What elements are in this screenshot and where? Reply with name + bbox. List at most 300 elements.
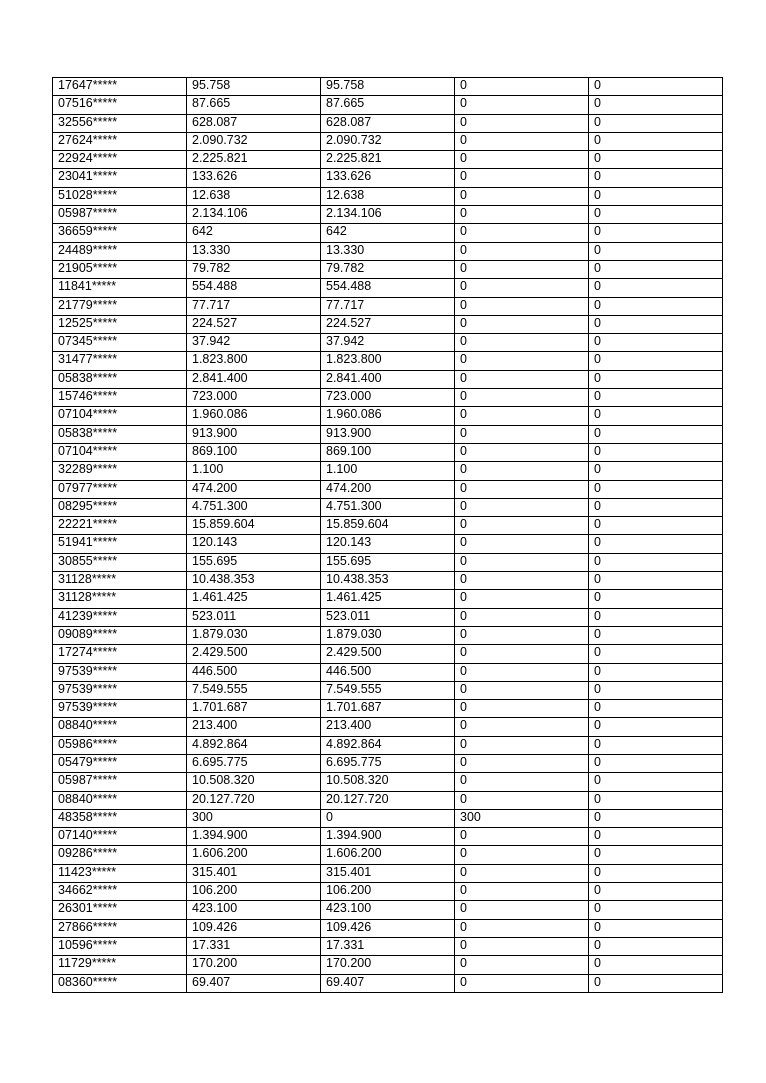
value-4-cell: 0 bbox=[589, 736, 723, 754]
table-row bbox=[53, 956, 723, 974]
value-3-cell: 0 bbox=[455, 224, 589, 242]
amount-2-cell: 1.701.687 bbox=[321, 700, 455, 718]
amount-cell: 474.200 bbox=[187, 480, 321, 498]
amount-2-cell: 4.751.300 bbox=[321, 498, 455, 516]
value-3-cell: 0 bbox=[455, 901, 589, 919]
value-4-cell: 0 bbox=[589, 718, 723, 736]
amount-2-cell: 2.225.821 bbox=[321, 151, 455, 169]
value-4-cell: 0 bbox=[589, 315, 723, 333]
value-3-cell: 0 bbox=[455, 96, 589, 114]
value-4-cell: 0 bbox=[589, 645, 723, 663]
value-4-cell: 0 bbox=[589, 553, 723, 571]
amount-cell: 69.407 bbox=[187, 974, 321, 992]
value-4-cell: 0 bbox=[589, 626, 723, 644]
amount-cell: 2.134.106 bbox=[187, 206, 321, 224]
value-3-cell: 0 bbox=[455, 864, 589, 882]
value-4-cell: 0 bbox=[589, 224, 723, 242]
amount-cell: 224.527 bbox=[187, 315, 321, 333]
table-row bbox=[53, 206, 723, 224]
id-cell: 21905***** bbox=[53, 260, 187, 278]
id-cell: 23041***** bbox=[53, 169, 187, 187]
value-3-cell: 0 bbox=[455, 151, 589, 169]
amount-2-cell: 155.695 bbox=[321, 553, 455, 571]
id-cell: 41239***** bbox=[53, 608, 187, 626]
value-4-cell: 0 bbox=[589, 96, 723, 114]
amount-cell: 1.461.425 bbox=[187, 590, 321, 608]
id-cell: 05987***** bbox=[53, 773, 187, 791]
value-4-cell: 0 bbox=[589, 279, 723, 297]
table-row bbox=[53, 718, 723, 736]
value-4-cell: 0 bbox=[589, 169, 723, 187]
value-4-cell: 0 bbox=[589, 883, 723, 901]
data-table-body bbox=[53, 78, 723, 993]
value-3-cell: 0 bbox=[455, 700, 589, 718]
amount-2-cell: 2.134.106 bbox=[321, 206, 455, 224]
amount-2-cell: 77.717 bbox=[321, 297, 455, 315]
value-4-cell: 0 bbox=[589, 809, 723, 827]
id-cell: 31128***** bbox=[53, 590, 187, 608]
amount-cell: 1.960.086 bbox=[187, 407, 321, 425]
value-4-cell: 0 bbox=[589, 535, 723, 553]
value-4-cell: 0 bbox=[589, 974, 723, 992]
id-cell: 22221***** bbox=[53, 517, 187, 535]
id-cell: 31477***** bbox=[53, 352, 187, 370]
value-4-cell: 0 bbox=[589, 389, 723, 407]
id-cell: 05838***** bbox=[53, 370, 187, 388]
value-4-cell: 0 bbox=[589, 297, 723, 315]
table-row bbox=[53, 224, 723, 242]
table-row bbox=[53, 553, 723, 571]
value-4-cell: 0 bbox=[589, 864, 723, 882]
amount-2-cell: 37.942 bbox=[321, 334, 455, 352]
value-3-cell: 0 bbox=[455, 718, 589, 736]
amount-2-cell: 2.841.400 bbox=[321, 370, 455, 388]
value-4-cell: 0 bbox=[589, 334, 723, 352]
amount-2-cell: 95.758 bbox=[321, 78, 455, 96]
amount-2-cell: 6.695.775 bbox=[321, 754, 455, 772]
value-4-cell: 0 bbox=[589, 846, 723, 864]
table-row bbox=[53, 260, 723, 278]
amount-2-cell: 315.401 bbox=[321, 864, 455, 882]
amount-2-cell: 20.127.720 bbox=[321, 791, 455, 809]
id-cell: 08295***** bbox=[53, 498, 187, 516]
table-row bbox=[53, 681, 723, 699]
amount-2-cell: 628.087 bbox=[321, 114, 455, 132]
amount-cell: 170.200 bbox=[187, 956, 321, 974]
id-cell: 08840***** bbox=[53, 718, 187, 736]
value-3-cell: 0 bbox=[455, 462, 589, 480]
value-3-cell: 0 bbox=[455, 443, 589, 461]
value-3-cell: 0 bbox=[455, 535, 589, 553]
amount-2-cell: 15.859.604 bbox=[321, 517, 455, 535]
amount-2-cell: 423.100 bbox=[321, 901, 455, 919]
value-3-cell: 0 bbox=[455, 187, 589, 205]
amount-2-cell: 13.330 bbox=[321, 242, 455, 260]
value-4-cell: 0 bbox=[589, 443, 723, 461]
amount-2-cell: 869.100 bbox=[321, 443, 455, 461]
table-row bbox=[53, 535, 723, 553]
value-4-cell: 0 bbox=[589, 773, 723, 791]
value-4-cell: 0 bbox=[589, 151, 723, 169]
table-row bbox=[53, 151, 723, 169]
id-cell: 09089***** bbox=[53, 626, 187, 644]
table-row bbox=[53, 974, 723, 992]
amount-2-cell: 642 bbox=[321, 224, 455, 242]
amount-2-cell: 446.500 bbox=[321, 663, 455, 681]
amount-cell: 10.508.320 bbox=[187, 773, 321, 791]
value-3-cell: 0 bbox=[455, 791, 589, 809]
id-cell: 07977***** bbox=[53, 480, 187, 498]
value-3-cell: 0 bbox=[455, 114, 589, 132]
table-row bbox=[53, 407, 723, 425]
amount-cell: 20.127.720 bbox=[187, 791, 321, 809]
value-4-cell: 0 bbox=[589, 260, 723, 278]
id-cell: 22924***** bbox=[53, 151, 187, 169]
amount-cell: 1.823.800 bbox=[187, 352, 321, 370]
value-3-cell: 0 bbox=[455, 370, 589, 388]
table-row bbox=[53, 663, 723, 681]
table-row bbox=[53, 937, 723, 955]
amount-2-cell: 12.638 bbox=[321, 187, 455, 205]
table-row bbox=[53, 462, 723, 480]
amount-cell: 213.400 bbox=[187, 718, 321, 736]
id-cell: 32556***** bbox=[53, 114, 187, 132]
id-cell: 05987***** bbox=[53, 206, 187, 224]
value-4-cell: 0 bbox=[589, 590, 723, 608]
value-3-cell: 0 bbox=[455, 590, 589, 608]
amount-cell: 642 bbox=[187, 224, 321, 242]
table-row bbox=[53, 425, 723, 443]
id-cell: 24489***** bbox=[53, 242, 187, 260]
value-4-cell: 0 bbox=[589, 498, 723, 516]
id-cell: 97539***** bbox=[53, 663, 187, 681]
amount-2-cell: 7.549.555 bbox=[321, 681, 455, 699]
value-3-cell: 0 bbox=[455, 663, 589, 681]
id-cell: 31128***** bbox=[53, 572, 187, 590]
amount-2-cell: 1.960.086 bbox=[321, 407, 455, 425]
amount-cell: 1.606.200 bbox=[187, 846, 321, 864]
value-3-cell: 0 bbox=[455, 78, 589, 96]
table-row bbox=[53, 754, 723, 772]
amount-cell: 4.751.300 bbox=[187, 498, 321, 516]
amount-2-cell: 1.394.900 bbox=[321, 828, 455, 846]
table-row bbox=[53, 352, 723, 370]
id-cell: 10596***** bbox=[53, 937, 187, 955]
table-row bbox=[53, 169, 723, 187]
amount-cell: 628.087 bbox=[187, 114, 321, 132]
amount-2-cell: 10.438.353 bbox=[321, 572, 455, 590]
id-cell: 07104***** bbox=[53, 407, 187, 425]
value-3-cell: 0 bbox=[455, 517, 589, 535]
value-3-cell: 0 bbox=[455, 883, 589, 901]
table-row bbox=[53, 901, 723, 919]
amount-cell: 87.665 bbox=[187, 96, 321, 114]
amount-2-cell: 1.100 bbox=[321, 462, 455, 480]
amount-2-cell: 133.626 bbox=[321, 169, 455, 187]
amount-cell: 1.879.030 bbox=[187, 626, 321, 644]
amount-cell: 1.100 bbox=[187, 462, 321, 480]
amount-cell: 1.701.687 bbox=[187, 700, 321, 718]
table-row bbox=[53, 114, 723, 132]
table-row bbox=[53, 480, 723, 498]
amount-cell: 2.090.732 bbox=[187, 132, 321, 150]
value-4-cell: 0 bbox=[589, 919, 723, 937]
table-row bbox=[53, 883, 723, 901]
table-row bbox=[53, 279, 723, 297]
id-cell: 11841***** bbox=[53, 279, 187, 297]
amount-cell: 106.200 bbox=[187, 883, 321, 901]
value-4-cell: 0 bbox=[589, 791, 723, 809]
table-row bbox=[53, 498, 723, 516]
amount-2-cell: 1.461.425 bbox=[321, 590, 455, 608]
value-4-cell: 0 bbox=[589, 956, 723, 974]
value-4-cell: 0 bbox=[589, 187, 723, 205]
table-row bbox=[53, 919, 723, 937]
value-3-cell: 0 bbox=[455, 681, 589, 699]
amount-cell: 446.500 bbox=[187, 663, 321, 681]
id-cell: 05986***** bbox=[53, 736, 187, 754]
amount-2-cell: 69.407 bbox=[321, 974, 455, 992]
amount-cell: 723.000 bbox=[187, 389, 321, 407]
amount-cell: 7.549.555 bbox=[187, 681, 321, 699]
value-4-cell: 0 bbox=[589, 425, 723, 443]
amount-2-cell: 2.429.500 bbox=[321, 645, 455, 663]
table-row bbox=[53, 78, 723, 96]
value-4-cell: 0 bbox=[589, 480, 723, 498]
id-cell: 07104***** bbox=[53, 443, 187, 461]
value-3-cell: 0 bbox=[455, 498, 589, 516]
id-cell: 97539***** bbox=[53, 700, 187, 718]
value-3-cell: 0 bbox=[455, 260, 589, 278]
amount-2-cell: 106.200 bbox=[321, 883, 455, 901]
amount-2-cell: 109.426 bbox=[321, 919, 455, 937]
value-3-cell: 0 bbox=[455, 572, 589, 590]
amount-cell: 13.330 bbox=[187, 242, 321, 260]
value-3-cell: 0 bbox=[455, 626, 589, 644]
table-row bbox=[53, 370, 723, 388]
value-4-cell: 0 bbox=[589, 663, 723, 681]
id-cell: 07516***** bbox=[53, 96, 187, 114]
table-row bbox=[53, 334, 723, 352]
value-4-cell: 0 bbox=[589, 681, 723, 699]
id-cell: 08360***** bbox=[53, 974, 187, 992]
amount-cell: 95.758 bbox=[187, 78, 321, 96]
id-cell: 51028***** bbox=[53, 187, 187, 205]
table-row bbox=[53, 443, 723, 461]
id-cell: 12525***** bbox=[53, 315, 187, 333]
table-row bbox=[53, 517, 723, 535]
value-3-cell: 0 bbox=[455, 315, 589, 333]
id-cell: 11423***** bbox=[53, 864, 187, 882]
value-3-cell: 0 bbox=[455, 974, 589, 992]
value-4-cell: 0 bbox=[589, 828, 723, 846]
value-3-cell: 0 bbox=[455, 334, 589, 352]
id-cell: 09286***** bbox=[53, 846, 187, 864]
amount-cell: 869.100 bbox=[187, 443, 321, 461]
amount-cell: 554.488 bbox=[187, 279, 321, 297]
amount-2-cell: 1.823.800 bbox=[321, 352, 455, 370]
value-3-cell: 0 bbox=[455, 169, 589, 187]
table-row bbox=[53, 626, 723, 644]
amount-2-cell: 224.527 bbox=[321, 315, 455, 333]
value-3-cell: 0 bbox=[455, 480, 589, 498]
amount-2-cell: 120.143 bbox=[321, 535, 455, 553]
table-row bbox=[53, 187, 723, 205]
amount-2-cell: 554.488 bbox=[321, 279, 455, 297]
amount-cell: 315.401 bbox=[187, 864, 321, 882]
table-row bbox=[53, 773, 723, 791]
value-3-cell: 0 bbox=[455, 407, 589, 425]
id-cell: 36659***** bbox=[53, 224, 187, 242]
id-cell: 32289***** bbox=[53, 462, 187, 480]
id-cell: 07140***** bbox=[53, 828, 187, 846]
value-3-cell: 0 bbox=[455, 828, 589, 846]
table-row bbox=[53, 736, 723, 754]
value-3-cell: 0 bbox=[455, 846, 589, 864]
value-4-cell: 0 bbox=[589, 937, 723, 955]
value-3-cell: 0 bbox=[455, 754, 589, 772]
table-row bbox=[53, 297, 723, 315]
id-cell: 17647***** bbox=[53, 78, 187, 96]
table-row bbox=[53, 791, 723, 809]
value-3-cell: 0 bbox=[455, 297, 589, 315]
amount-2-cell: 1.879.030 bbox=[321, 626, 455, 644]
table-row bbox=[53, 572, 723, 590]
value-3-cell: 0 bbox=[455, 608, 589, 626]
value-4-cell: 0 bbox=[589, 370, 723, 388]
amount-2-cell: 2.090.732 bbox=[321, 132, 455, 150]
amount-cell: 12.638 bbox=[187, 187, 321, 205]
amount-cell: 300 bbox=[187, 809, 321, 827]
value-3-cell: 0 bbox=[455, 919, 589, 937]
id-cell: 26301***** bbox=[53, 901, 187, 919]
id-cell: 21779***** bbox=[53, 297, 187, 315]
amount-cell: 6.695.775 bbox=[187, 754, 321, 772]
amount-2-cell: 474.200 bbox=[321, 480, 455, 498]
value-3-cell: 0 bbox=[455, 645, 589, 663]
amount-cell: 1.394.900 bbox=[187, 828, 321, 846]
value-3-cell: 300 bbox=[455, 809, 589, 827]
value-3-cell: 0 bbox=[455, 206, 589, 224]
id-cell: 15746***** bbox=[53, 389, 187, 407]
amount-2-cell: 523.011 bbox=[321, 608, 455, 626]
value-4-cell: 0 bbox=[589, 462, 723, 480]
value-4-cell: 0 bbox=[589, 608, 723, 626]
value-4-cell: 0 bbox=[589, 78, 723, 96]
value-3-cell: 0 bbox=[455, 279, 589, 297]
value-3-cell: 0 bbox=[455, 132, 589, 150]
amount-cell: 523.011 bbox=[187, 608, 321, 626]
id-cell: 05479***** bbox=[53, 754, 187, 772]
amount-cell: 15.859.604 bbox=[187, 517, 321, 535]
value-3-cell: 0 bbox=[455, 956, 589, 974]
value-4-cell: 0 bbox=[589, 754, 723, 772]
id-cell: 08840***** bbox=[53, 791, 187, 809]
id-cell: 27866***** bbox=[53, 919, 187, 937]
id-cell: 34662***** bbox=[53, 883, 187, 901]
amount-2-cell: 79.782 bbox=[321, 260, 455, 278]
amount-cell: 913.900 bbox=[187, 425, 321, 443]
value-4-cell: 0 bbox=[589, 242, 723, 260]
amount-cell: 4.892.864 bbox=[187, 736, 321, 754]
amount-cell: 133.626 bbox=[187, 169, 321, 187]
amount-cell: 120.143 bbox=[187, 535, 321, 553]
table-row bbox=[53, 846, 723, 864]
table-row bbox=[53, 828, 723, 846]
value-4-cell: 0 bbox=[589, 901, 723, 919]
amount-2-cell: 913.900 bbox=[321, 425, 455, 443]
amount-2-cell: 170.200 bbox=[321, 956, 455, 974]
amount-2-cell: 1.606.200 bbox=[321, 846, 455, 864]
value-4-cell: 0 bbox=[589, 700, 723, 718]
value-3-cell: 0 bbox=[455, 736, 589, 754]
table-row bbox=[53, 700, 723, 718]
value-3-cell: 0 bbox=[455, 937, 589, 955]
id-cell: 05838***** bbox=[53, 425, 187, 443]
table-row bbox=[53, 132, 723, 150]
id-cell: 17274***** bbox=[53, 645, 187, 663]
data-table bbox=[52, 77, 723, 993]
amount-2-cell: 4.892.864 bbox=[321, 736, 455, 754]
id-cell: 51941***** bbox=[53, 535, 187, 553]
table-row bbox=[53, 389, 723, 407]
amount-cell: 17.331 bbox=[187, 937, 321, 955]
amount-cell: 423.100 bbox=[187, 901, 321, 919]
table-row bbox=[53, 645, 723, 663]
value-4-cell: 0 bbox=[589, 114, 723, 132]
value-4-cell: 0 bbox=[589, 572, 723, 590]
table-row bbox=[53, 242, 723, 260]
value-3-cell: 0 bbox=[455, 242, 589, 260]
value-4-cell: 0 bbox=[589, 352, 723, 370]
value-3-cell: 0 bbox=[455, 389, 589, 407]
value-4-cell: 0 bbox=[589, 206, 723, 224]
table-row bbox=[53, 809, 723, 827]
amount-cell: 77.717 bbox=[187, 297, 321, 315]
value-3-cell: 0 bbox=[455, 773, 589, 791]
id-cell: 97539***** bbox=[53, 681, 187, 699]
amount-cell: 109.426 bbox=[187, 919, 321, 937]
amount-cell: 2.429.500 bbox=[187, 645, 321, 663]
table-row bbox=[53, 590, 723, 608]
table-row bbox=[53, 608, 723, 626]
amount-2-cell: 0 bbox=[321, 809, 455, 827]
id-cell: 11729***** bbox=[53, 956, 187, 974]
amount-cell: 79.782 bbox=[187, 260, 321, 278]
amount-2-cell: 87.665 bbox=[321, 96, 455, 114]
id-cell: 27624***** bbox=[53, 132, 187, 150]
value-3-cell: 0 bbox=[455, 553, 589, 571]
amount-cell: 10.438.353 bbox=[187, 572, 321, 590]
amount-cell: 2.841.400 bbox=[187, 370, 321, 388]
amount-cell: 155.695 bbox=[187, 553, 321, 571]
amount-2-cell: 17.331 bbox=[321, 937, 455, 955]
table-row bbox=[53, 96, 723, 114]
table-row bbox=[53, 315, 723, 333]
id-cell: 48358***** bbox=[53, 809, 187, 827]
id-cell: 30855***** bbox=[53, 553, 187, 571]
value-3-cell: 0 bbox=[455, 352, 589, 370]
value-4-cell: 0 bbox=[589, 132, 723, 150]
value-4-cell: 0 bbox=[589, 517, 723, 535]
amount-cell: 2.225.821 bbox=[187, 151, 321, 169]
value-3-cell: 0 bbox=[455, 425, 589, 443]
table-row bbox=[53, 864, 723, 882]
id-cell: 07345***** bbox=[53, 334, 187, 352]
amount-2-cell: 10.508.320 bbox=[321, 773, 455, 791]
amount-2-cell: 723.000 bbox=[321, 389, 455, 407]
amount-2-cell: 213.400 bbox=[321, 718, 455, 736]
